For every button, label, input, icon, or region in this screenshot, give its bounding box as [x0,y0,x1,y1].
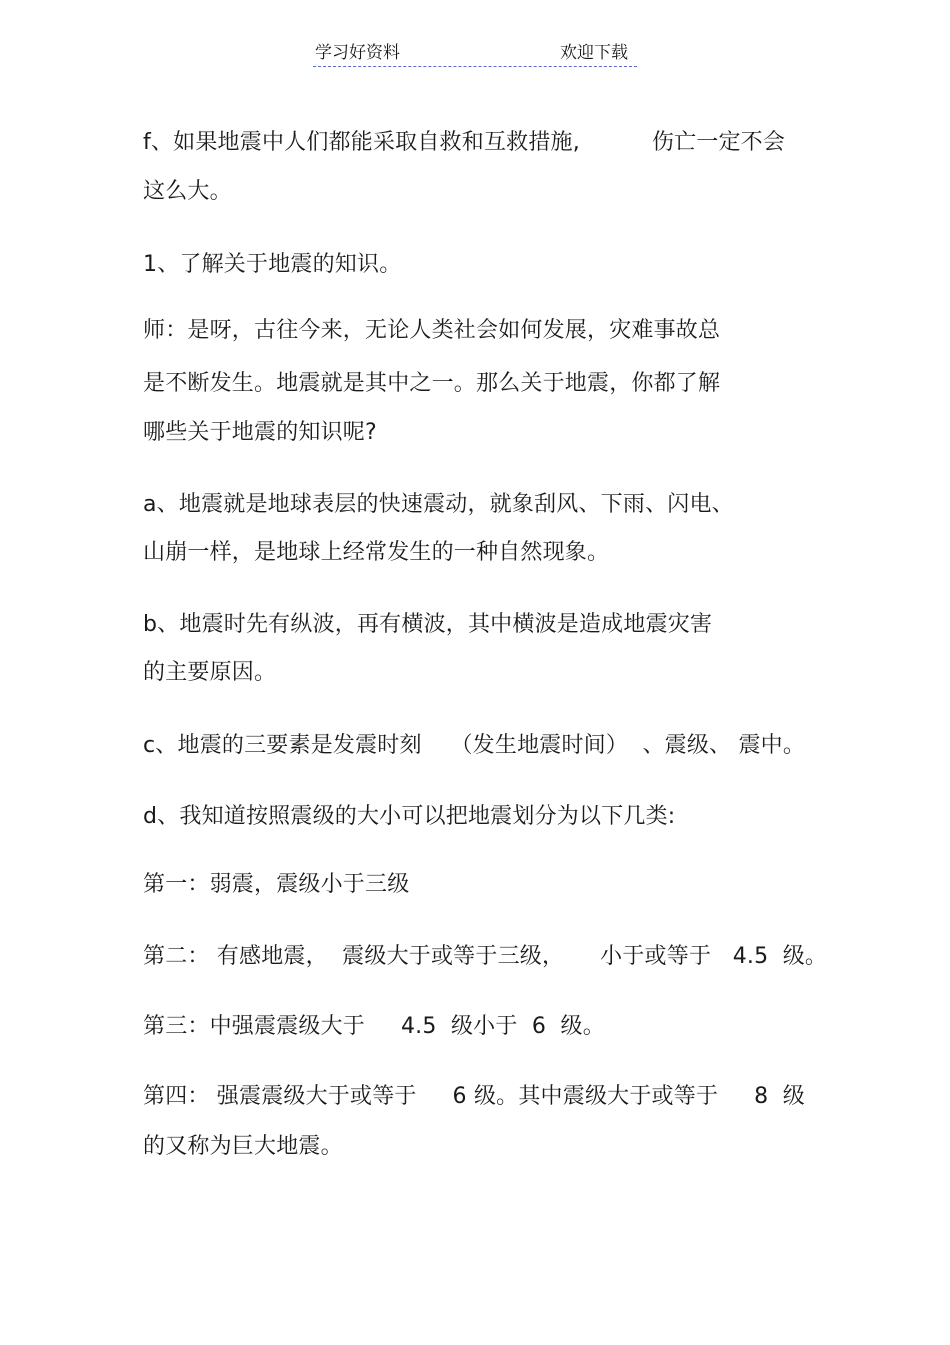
paragraph-line: c、地震的三要素是发震时刻 （发生地震时间） 、震级、 震中。 [143,733,806,758]
paragraph-line: d、我知道按照震级的大小可以把地震划分为以下几类: [143,804,676,829]
paragraph-line: 是不断发生。地震就是其中之一。那么关于地震，你都了解 [143,371,721,396]
paragraph-line: 师：是呀，古往今来，无论人类社会如何发展，灾难事故总 [143,318,721,343]
paragraph-line: 第一：弱震，震级小于三级 [143,872,410,897]
paragraph-line: 这么大。 [143,179,232,204]
paragraph-line: 的主要原因。 [143,660,277,685]
paragraph-line: b、地震时先有纵波，再有横波，其中横波是造成地震灾害 [143,612,713,637]
paragraph-line: a、地震就是地球表层的快速震动，就象刮风、下雨、闪电、 [143,492,734,517]
page-header [313,42,637,67]
paragraph-line: 第二： 有感地震， 震级大于或等于三级， 小于或等于 4.5 级。 [143,944,828,969]
header-right-text: 欢迎下载 [560,43,628,63]
paragraph-line: 1、了解关于地震的知识。 [143,252,402,277]
paragraph-line: 的又称为巨大地震。 [143,1134,343,1159]
paragraph-line: 第四： 强震震级大于或等于 6 级。其中震级大于或等于 8 级 [143,1084,805,1109]
header-left-text: 学习好资料 [315,43,400,63]
paragraph-line: 第三：中强震震级大于 4.5 级小于 6 级。 [143,1014,605,1039]
paragraph-line: 山崩一样，是地球上经常发生的一种自然现象。 [143,540,610,565]
paragraph-line: f、如果地震中人们都能采取自救和互救措施, 伤亡一定不会 [143,130,786,155]
paragraph-line: 哪些关于地震的知识呢? [143,420,377,445]
